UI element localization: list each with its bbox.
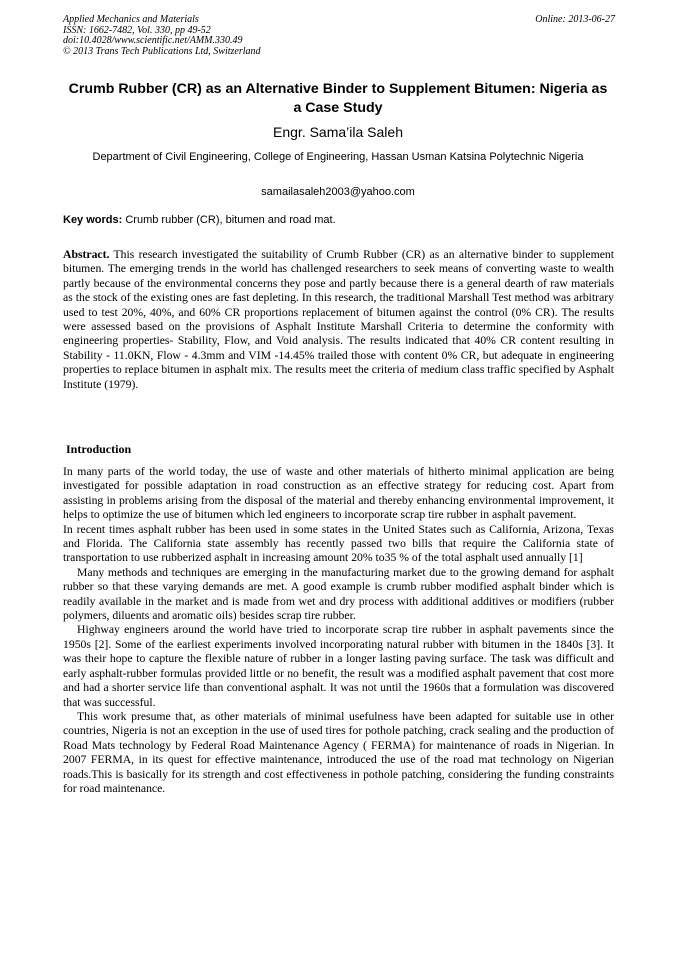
keywords-text: Crumb rubber (CR), bitumen and road mat.: [122, 214, 336, 226]
intro-paragraph: In many parts of the world today, the use of waste and other materials of hitherto minimal application are being investigated for possible adaptation in road construction as an effective strategy for reducing cost. Apart from assisting in problems arising from the disposal of the material and thereby enhancing environmental improvement, it helps to optimize the use of bitumen which led engineers to incorporate scrap tire rubber in asphalt pavement.: [63, 465, 614, 522]
keywords-label: Key words:: [63, 214, 123, 226]
section-heading-introduction: Introduction: [66, 442, 132, 456]
keywords: [63, 213, 613, 227]
journal-doi: doi:10.4028/www.scientific.net/AMM.330.49: [63, 35, 243, 46]
intro-paragraph: Highway engineers around the world have tried to incorporate scrap tire rubber in asphalt pavements since the 1950s [2]. Some of the earliest experiments involved incorporating natural rubber with bitumen in the 1840s [3]. It was their hope to capture the flexible nature of rubber in a longer lasting paving surface. The task was difficult and early asphalt-rubber formulas provided little or no benefit, the result was a modified asphalt pavement that cost more and had a shorter service life than conventional asphalt. It was not until the 1960s that a formulation was discovered that was successful.: [63, 623, 614, 709]
paper-title: Crumb Rubber (CR) as an Alternative Binder to Supplement Bitumen: Nigeria as a Case Study: [68, 81, 608, 116]
intro-paragraph: This work presume that, as other materials of minimal usefulness have been adapted for suitable use in other countries, Nigeria is not an exception in the use of used tires for pothole patching, crack sealing and the production of Road Mats technology by Federal Road Maintenance Agency ( FERMA) for maintenance of roads in Nigerian. In 2007 FERMA, in its quest for effective maintenance, introduced the use of the road mat technology on Nigerian roads.This is basically for its strength and cost effectiveness in pothole patching, considering the funding constraints for road maintenance.: [63, 709, 614, 795]
author-email[interactable]: samailasaleh2003@yahoo.com: [261, 186, 415, 198]
online-date: Online: 2013-06-27: [535, 14, 615, 25]
abstract-label: Abstract.: [63, 248, 110, 261]
journal-copyright: © 2013 Trans Tech Publications Ltd, Switzerland: [63, 45, 261, 57]
author-affiliation: Department of Civil Engineering, College of Engineering, Hassan Usman Katsina Polytechnic Nigeria: [92, 151, 584, 163]
author-name: Engr. Sama’ila Saleh: [273, 124, 403, 140]
intro-paragraph: In recent times asphalt rubber has been used in some states in the United States such as California, Arizona, Texas and Florida. The California state assembly has recently passed two bills that require the California state of transportation to use rubberized asphalt in increasing amount 20% to35 % of the total asphalt used annually [1]: [63, 522, 614, 565]
introduction-body: [63, 465, 614, 796]
intro-paragraph: Many methods and techniques are emerging in the manufacturing market due to the growing demand for asphalt rubber so that these varying demands are met. A good example is crumb rubber modified asphalt binder which is readily available in the market and is made from wet and dry process with additional additives or modifiers (rubber polymers, diluents and aromatic oils) besides scrap tire rubber.: [63, 565, 614, 623]
journal-name: Applied Mechanics and Materials: [63, 14, 199, 25]
journal-header: [63, 15, 261, 57]
abstract: [63, 248, 614, 392]
abstract-text: This research investigated the suitability of Crumb Rubber (CR) as an alternative binder to supplement bitumen. The emerging trends in the world has challenged researchers to seek means of converting waste to wealth partly because of the environmental concerns they pose and partly because there is a general dearth of raw materials as the stock of the existing ones are fast depleting. In this research, the traditional Marshall Test method was arbitrary used to test 20%, 40%, and 60% CR proportions replacement of bitumen against the control (0% CR). The results were assessed based on the provisions of Asphalt Institute Marshall Criteria to determine the conformity with engineering properties- Stability, Flow, and Void analysis. The results indicated that 40% CR content resulting in Stability - 11.0KN, Flow - 4.3mm and VIM -14.45% trailed those with content 0% CR, but adequate in engineering properties to replace bitumen in asphalt mix. The results meet the criteria of medium class traffic specified by Asphalt Institute (1979).: [63, 248, 614, 391]
journal-issn: ISSN: 1662-7482, Vol. 330, pp 49-52: [63, 24, 211, 36]
